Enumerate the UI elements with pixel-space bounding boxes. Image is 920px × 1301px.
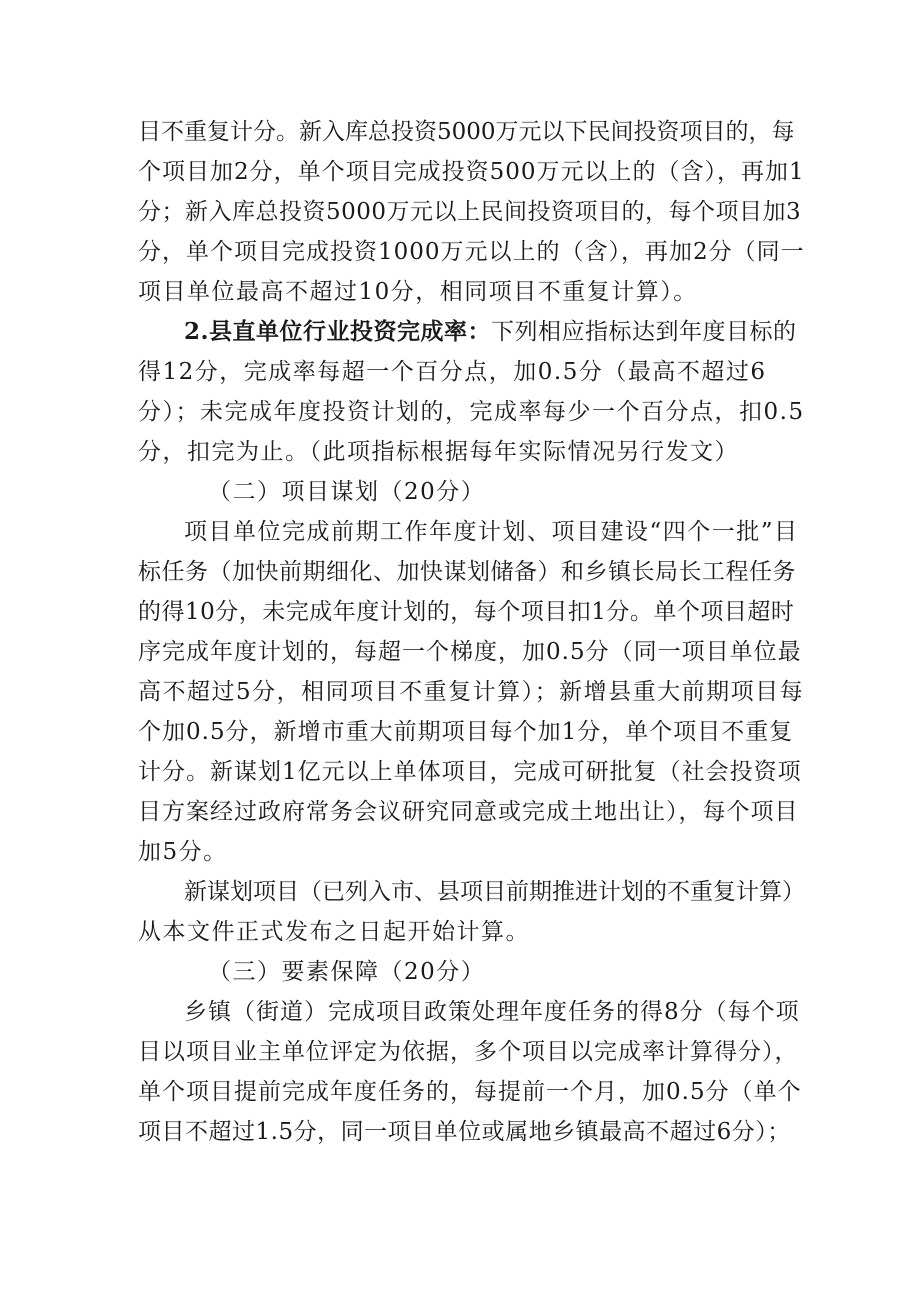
subsection-line <box>184 317 797 347</box>
paragraph-line: 加5分。 <box>138 839 228 865</box>
paragraph-line: 标任务（加快前期细化、加快谋划储备）和乡镇长局长工程任务 <box>138 559 796 585</box>
paragraph-line: 计分。新谋划1亿元以上单体项目，完成可研批复（社会投资项 <box>138 759 802 785</box>
paragraph-line: 单个项目提前完成年度任务的，每提前一个月，加0.5分（单个 <box>138 1079 802 1105</box>
paragraph-line: 目方案经过政府常务会议研究同意或完成土地出让），每个项目 <box>138 799 799 825</box>
paragraph-line: 新谋划项目（已列入市、县项目前期推进计划的不重复计算） <box>184 879 805 905</box>
paragraph-line: 分，单个项目完成投资1000万元以上的（含），再加2分（同一 <box>138 239 805 265</box>
paragraph-line: 项目不超过1.5分，同一项目单位或属地乡镇最高不超过6分）； <box>138 1119 791 1145</box>
paragraph-line: 个项目加2分，单个项目完成投资500万元以上的（含），再加1 <box>138 159 805 185</box>
paragraph-line: 目不重复计分。新入库总投资5000万元以下民间投资项目的，每 <box>138 119 795 145</box>
section-heading: （三）要素保障（20分） <box>208 959 486 985</box>
paragraph-line: 目以项目业主单位评定为依据，多个项目以完成率计算得分）， <box>138 1039 799 1065</box>
paragraph-line: 分）；未完成年度投资计划的，完成率每少一个百分点，扣0.5 <box>138 399 805 425</box>
paragraph-line: 序完成年度计划的，每超一个梯度，加0.5分（同一项目单位最 <box>138 639 802 665</box>
paragraph-line: 得12分，完成率每超一个百分点，加0.5分（最高不超过6 <box>138 359 767 385</box>
subsection-heading: 2.县直单位行业投资完成率： <box>184 318 492 345</box>
paragraph-line: 乡镇（街道）完成项目政策处理年度任务的得8分（每个项 <box>184 999 800 1025</box>
paragraph-line: 项目单位最高不超过10分，相同项目不重复计算）。 <box>138 279 698 305</box>
paragraph-line: 从本文件正式发布之日起开始计算。 <box>138 919 530 945</box>
paragraph-line: 分；新入库总投资5000万元以上民间投资项目的，每个项目加3 <box>138 199 802 225</box>
paragraph-line: 分，扣完为止。（此项指标根据每年实际情况另行发文） <box>138 439 739 465</box>
subsection-text: 下列相应指标达到年度目标的 <box>491 319 797 345</box>
paragraph-line: 的得10分，未完成年度计划的，每个项目扣1分。单个项目超时 <box>138 599 795 625</box>
paragraph-line: 高不超过5分，相同项目不重复计算）；新增县重大前期项目每 <box>138 679 805 705</box>
section-heading: （二）项目谋划（20分） <box>208 479 486 505</box>
paragraph-line: 项目单位完成前期工作年度计划、项目建设“四个一批”目 <box>184 519 799 545</box>
paragraph-line: 个加0.5分，新增市重大前期项目每个加1分，单个项目不重复 <box>138 719 794 745</box>
